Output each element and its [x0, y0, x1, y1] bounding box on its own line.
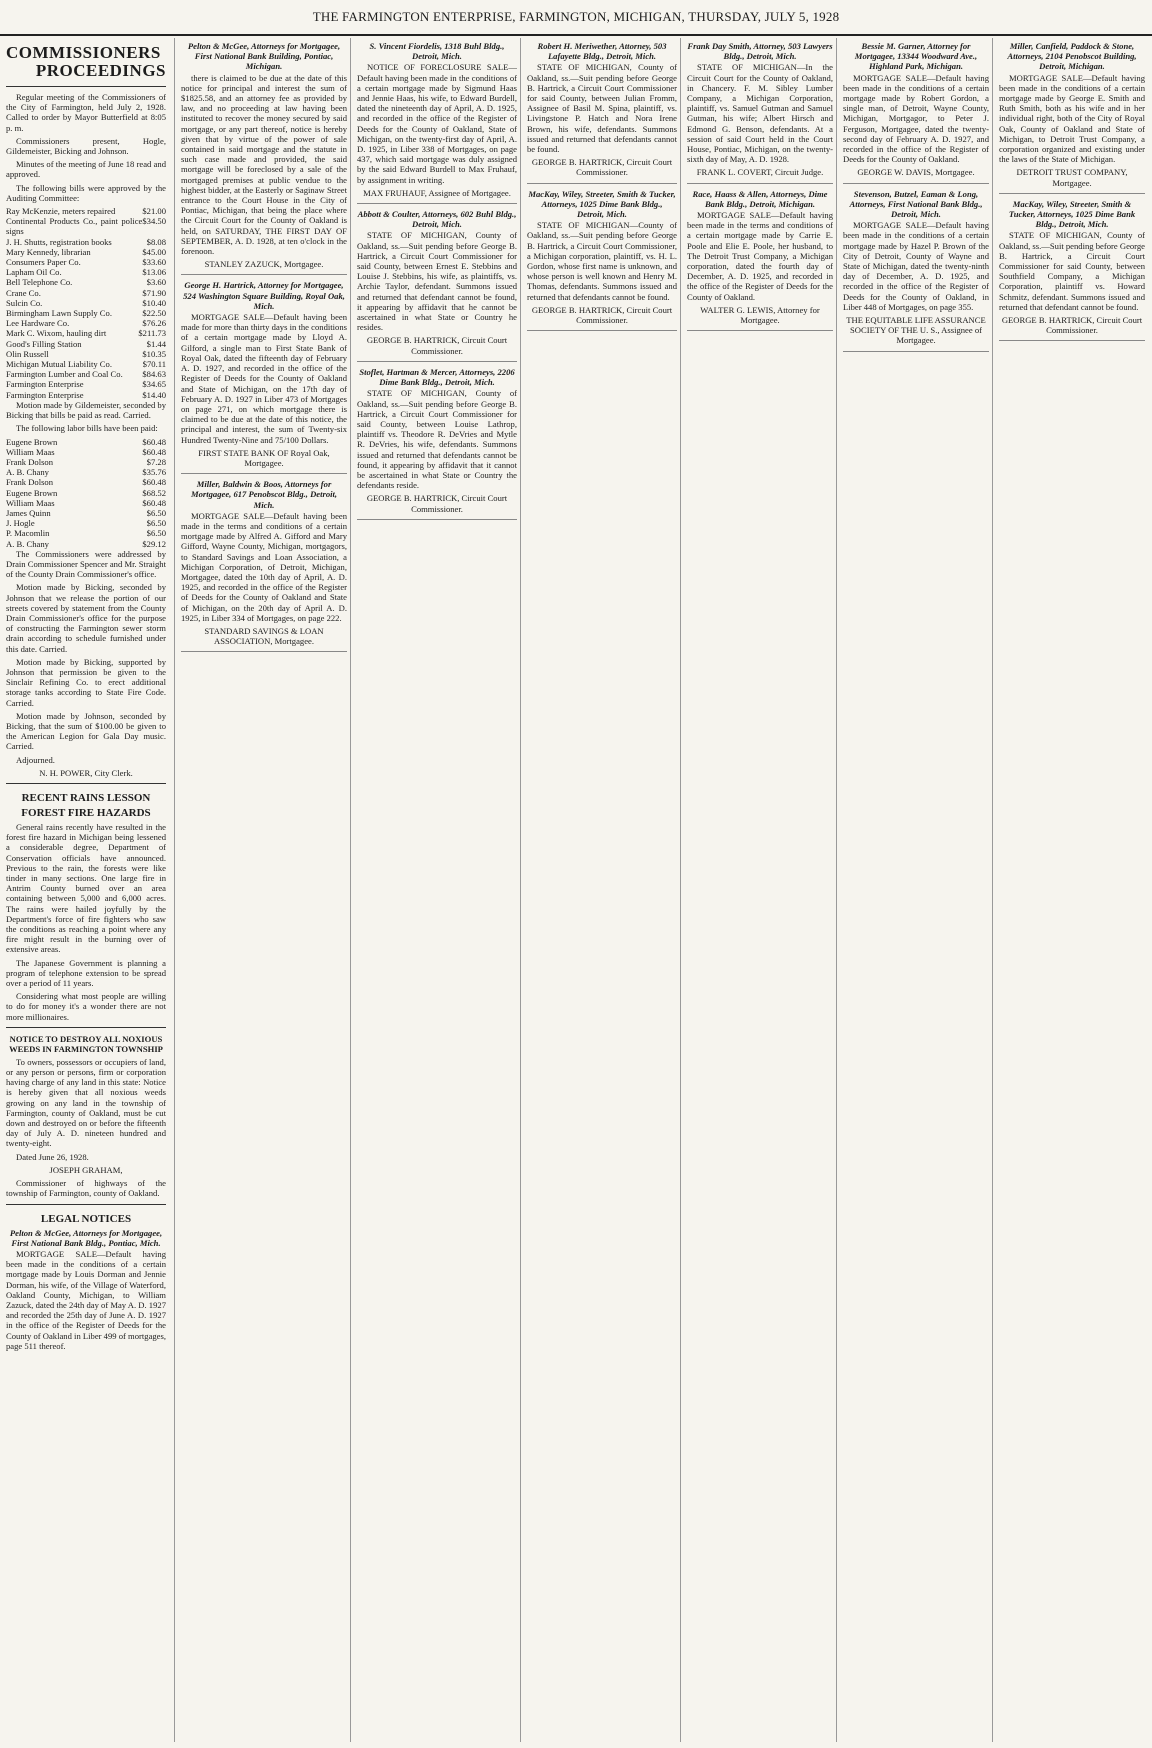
weeds-dated: Dated June 26, 1928. — [16, 1151, 89, 1162]
bill-name: Farmington Enterprise — [6, 389, 84, 400]
bill-name: Lee Hardware Co. — [6, 318, 70, 329]
bill-amount: $60.48 — [142, 497, 166, 508]
notice-attorney: Miller, Canfield, Paddock & Stone, Attorneys, 2104 Penobscot Building, Detroit, Michigan. — [1007, 41, 1137, 72]
divider — [527, 183, 677, 184]
divider — [843, 183, 989, 184]
bill-amount: $1.44 — [146, 338, 166, 349]
notice-signature: GEORGE B. HARTRICK, Circuit Court Commissioner. — [531, 157, 673, 178]
bill-name: Birmingham Lawn Supply Co. — [6, 308, 112, 319]
bill-amount: $13.06 — [142, 267, 166, 278]
notice-body: there is claimed to be due at the date of this notice for principal and interest the sum of $1825.58, and an attorney fee as provided by law, and no proceeding at law having been instituted to recover the money secured by said mortgage, or any part thereof, notice is hereby given that by virtue of the power of sale contained in said mortgage and the statute in such case made and provided, the said mortgage will be foreclosed by a sale of the mortgaged premises at public vendue to the highest bidder, at the Easterly or Saginaw Street entrance to the Court House in the City of Pontiac, Michigan, that being the place where the Circuit Court for the County of Oakland is held, on SATURDAY, THE FIRST DAY OF SEPTEMBER, A. D. 1928, at ten o'clock in the forenoon. — [181, 72, 347, 257]
column-4 — [520, 38, 677, 1742]
bill-name: William Maas — [6, 446, 55, 457]
notice-body: MORTGAGE SALE—Default having been made in the conditions of a certain mortgage made by Robert Gordon, a single man, of Detroit, Wayne County, Michigan, Mortgagor, to Peter J. Ferguson, Mortgagee, dated the twenty-second day of February A. D. 1927, and recorded in the office of the Register of Deeds for the County of Oakland. — [843, 72, 989, 165]
labor-intro: The following labor bills have been paid: — [16, 423, 158, 434]
bill-row — [6, 369, 166, 379]
notice-body: STATE OF MICHIGAN, County of Oakland, ss.—Suit pending before George B. Hartrick, a Circuit Court Commissioner for said County, between Louise Lathrop, plaintiff vs. Theodore R. DeVries and Mytle R. DeVries, his wife, defendants. Summons issued and returned that defendants cannot be found, it appearing by affidavit that it cannot be ascertained in what State or Country the defendants reside. — [357, 388, 517, 491]
divider — [6, 1027, 166, 1028]
notice-attorney: MacKay, Wiley, Streeter, Smith & Tucker, Attorneys, 1025 Dime Bank Bldg., Detroit, Mich. — [528, 188, 676, 220]
notice-attorney: Frank Day Smith, Attorney, 503 Lawyers Bldg., Detroit, Mich. — [687, 41, 833, 62]
japan-paragraph: The Japanese Government is planning a program of telephone extension to be spread over a period of 11 years. — [6, 957, 166, 989]
bill-row — [6, 477, 166, 487]
divider — [181, 274, 347, 275]
bill-amount: $211.73 — [138, 328, 166, 339]
notice-body: MORTGAGE SALE—Default having been made in the conditions of a certain mortgage made by Louis Dorman and Jennie Dorman, his wife, of the Village of Waterford, Oakland County, Michigan, to William Zazuck, dated the 24th day of May A. D. 1927 and recorded the 25th day of June A. D. 1927 in the office of the Register of Deeds for the County of Oakland in Liber 499 of mortgages, page 511 thereof. — [6, 1248, 166, 1351]
bill-name: Mark C. Wixom, hauling dirt — [6, 328, 107, 339]
divider — [6, 1204, 166, 1205]
bill-amount: $6.50 — [146, 507, 166, 518]
bill-name: Consumers Paper Co. — [6, 257, 81, 268]
commissioners-headline: COMMISSIONERS — [6, 43, 161, 62]
bill-row — [6, 437, 166, 447]
bill-name: Farmington Enterprise — [6, 379, 84, 390]
notice-body: STATE OF MICHIGAN, County of Oakland, ss.—Suit pending before George B. Hartrick, a Circuit Court Commissioner for said County, between Ernest E. Stebbins and Louise J. Stebbins, his wife, as plaintiffs, vs. Archie Taylor, defendant. Summons issued and returned that defendant cannot be found, it appearing by affidavit that he cannot be ascertained in what State or Country he resides. — [357, 230, 517, 333]
bill-amount: $68.52 — [142, 487, 166, 498]
rains-paragraph: General rains recently have resulted in the forest fire hazard in Michigan being lessened a considerable degree, Department of Conservation officials have announced. Previous to the rain, the forests were like tinder in many sections. One large fire in Antrim County burned over an area containing between 5,000 and 6,000 acres. The rains were hailed joyfully by the Department's force of fire fighters who saw the conditions as reaching a point where any fire might result in the burning over of extensive areas. — [6, 822, 166, 955]
bill-amount: $71.90 — [142, 287, 166, 298]
notice-signature: DETROIT TRUST COMPANY, Mortgagee. — [1016, 167, 1128, 188]
motion-paragraph: Motion made by Bicking, supported by Johnson that permission be given to the Sinclair Refining Co. to erect additional storage tanks according to State Fire Code. Carried. — [6, 656, 166, 708]
notice-attorney: MacKay, Wiley, Streeter, Smith & Tucker, Attorneys, 1025 Dime Bank Bldg., Detroit, Mich. — [1008, 198, 1136, 230]
notice-body: STATE OF MICHIGAN—County of Oakland, ss.—Suit pending before George B. Hartrick, a Circuit Court Commissioner, a Michigan corporation, plaintiff, vs. H. L. Gordon, whose first name is unknown, and whose person is well known and Henry M. Thomas, defendants. Summons issued and returned that defendants cannot be found. — [527, 220, 677, 302]
column-6 — [836, 38, 989, 1742]
notice-body: STATE OF MICHIGAN—In the Circuit Court for the County of Oakland, in Chancery. F. M. Sibley Lumber Company, a Michigan Corporation, plaintiff, vs. Samuel Gutman and Samuel Gutman, his wife; Albert Hirsch and Edmond G. Benson, defendants. At a session of said Court held in the Court House, Pontiac, Michigan, on the twenty-sixth day of May, A. D. 1928. — [687, 62, 833, 165]
columns — [6, 38, 1146, 1742]
bill-row — [6, 528, 166, 538]
bills-intro: The following bills were approved by the Auditing Committee: — [6, 182, 166, 203]
bill-row — [6, 518, 166, 528]
divider — [687, 183, 833, 184]
notice-attorney: Pelton & McGee, Attorneys for Mortgagee, First National Bank Building, Pontiac, Michigan. — [187, 41, 341, 72]
bill-row — [6, 216, 166, 236]
bill-name: Sulcin Co. — [6, 297, 43, 308]
divider — [181, 651, 347, 652]
masthead — [0, 0, 1152, 36]
legal-notices-headline: LEGAL NOTICES — [40, 1212, 132, 1225]
column-2 — [174, 38, 347, 1742]
bill-row — [6, 308, 166, 318]
notice-attorney: Miller, Baldwin & Boos, Attorneys for Mortgagee, 617 Penobscot Bldg., Detroit, Mich. — [190, 479, 338, 510]
bill-amount: $34.50 — [142, 216, 166, 227]
bill-row — [6, 349, 166, 359]
bill-name: Lapham Oil Co. — [6, 267, 62, 278]
notice-body: STATE OF MICHIGAN, County of Oakland, ss.—Suit pending before George B. Hartrick, a Circuit Court Commissioner for said County, between Julian Fromm, Assignee of Basil M. Spina, plaintiff, vs. Livingstone P. Hatch and Nora Irene Brown, his wife, defendants. Summons issued and returned that defendants cannot be found. — [527, 62, 677, 155]
notice-attorney: Pelton & McGee, Attorneys for Mortgagee, First National Bank Bldg., Pontiac, Mich. — [9, 1227, 163, 1248]
bill-amount: $6.50 — [146, 528, 166, 539]
bill-amount: $10.35 — [142, 348, 166, 359]
weeds-headline: NOTICE TO DESTROY ALL NOXIOUS WEEDS IN FARMINGTON TOWNSHIP — [9, 1033, 163, 1054]
bill-row — [6, 247, 166, 257]
weeds-body: To owners, possessors or occupiers of land, or any person or persons, firm or corporation having charge of any land in this state: Notice is hereby given that all noxious weeds growing on any land in the township of Farmington, county of Oakland, must be cut down and destroyed on or before the fifteenth day of July A. D. nineteen hundred and twenty-eight. — [6, 1056, 166, 1149]
motion-paragraph: Motion made by Bicking, seconded by Johnson that we release the portion of our streets covered by statement from the County Drain Commissioner's office for the purpose of constructing the Farmington sewer storm drain according to schedule furnished under this date. Carried. — [6, 582, 166, 654]
bill-name: Olin Russell — [6, 348, 49, 359]
bill-row — [6, 539, 166, 549]
bill-amount: $76.26 — [142, 318, 166, 329]
bill-row — [6, 457, 166, 467]
notice-attorney: Stevenson, Butzel, Eaman & Long, Attorneys, First National Bank Bldg., Detroit, Mich. — [849, 188, 983, 220]
notice-signature: GEORGE W. DAVIS, Mortgagee. — [857, 167, 975, 178]
bill-row — [6, 339, 166, 349]
notice-attorney: Abbott & Coulter, Attorneys, 602 Buhl Bldg., Detroit, Mich. — [357, 209, 517, 230]
minutes-paragraph: Minutes of the meeting of June 18 read and approved. — [6, 159, 166, 180]
bill-amount: $45.00 — [142, 246, 166, 257]
bill-amount: $60.48 — [142, 477, 166, 488]
bill-name: J. Hogle — [6, 518, 35, 529]
bill-name: Frank Dolson — [6, 477, 54, 488]
notice-attorney: Stoflet, Hartman & Mercer, Attorneys, 2206 Dime Bank Bldg., Detroit, Mich. — [359, 366, 515, 388]
bill-amount: $6.50 — [146, 518, 166, 529]
bill-amount: $10.40 — [142, 297, 166, 308]
notice-signature: STANDARD SAVINGS & LOAN ASSOCIATION, Mortgagee. — [204, 625, 324, 647]
adjourned-line: Adjourned. — [16, 754, 55, 765]
bill-row — [6, 498, 166, 508]
bill-amount: $70.11 — [142, 359, 166, 370]
divider — [357, 203, 517, 204]
bill-amount: $29.12 — [142, 538, 166, 549]
rains-subheadline: FOREST FIRE HAZARDS — [21, 807, 151, 819]
bill-row — [6, 447, 166, 457]
masthead-title: THE FARMINGTON ENTERPRISE, FARMINGTON, MICHIGAN, THURSDAY, JULY 5, 1928 — [312, 9, 840, 24]
bill-amount: $60.48 — [142, 436, 166, 447]
present-paragraph: Commissioners present, Hogle, Gildemeister, Bicking and Johnson. — [6, 135, 166, 157]
divider — [999, 193, 1145, 194]
bill-row — [6, 488, 166, 498]
bill-row — [6, 467, 166, 477]
divider — [999, 340, 1145, 341]
money-paragraph: Considering what most people are willing to do for money it's a wonder there are not more millionaires. — [6, 991, 166, 1022]
drain-paragraph: The Commissioners were addressed by Drain Commissioner Spencer and Mr. Straight of the County Drain Commissioner's office. — [6, 548, 166, 580]
notice-signature: GEORGE B. HARTRICK, Circuit Court Commissioner. — [531, 304, 673, 326]
notice-attorney: George H. Hartrick, Attorney for Mortgagee, 524 Washington Square Building, Royal Oak, Mich. — [183, 280, 345, 311]
bill-name: James Quinn — [6, 507, 51, 518]
intro-paragraph: Regular meeting of the Commissioners of the City of Farmington, held July 2, 1928. Called to order by Mayor Butterfield at 8:05 p. m. — [6, 92, 166, 133]
bill-amount: $22.50 — [142, 308, 166, 319]
bill-name: Michigan Mutual Liability Co. — [6, 359, 112, 370]
bill-name: Ray McKenzie, meters repaired — [6, 206, 116, 217]
bill-row — [6, 257, 166, 267]
bill-amount: $3.60 — [146, 277, 166, 288]
bill-name: Good's Filling Station — [6, 338, 82, 349]
bill-name: P. Macomlin — [6, 528, 50, 539]
notice-signature: FIRST STATE BANK OF Royal Oak, Mortgagee. — [198, 447, 330, 468]
bill-name: Eugene Brown — [6, 436, 58, 447]
notice-body: MORTGAGE SALE—Default having been made in the terms and conditions of a certain mortgage made by Carrie E. Poole and Elie E. Poole, her husband, to The Detroit Trust Company, a Michigan corporation, dated the fourth day of December, A. D. 1925, and recorded in the office of the Register of Deeds for the County of Oakland. — [687, 210, 833, 302]
bill-row — [6, 508, 166, 518]
bill-name: Frank Dolson — [6, 456, 54, 467]
notice-body: NOTICE OF FORECLOSURE SALE—Default having been made in the conditions of a certain mortgage made by Sigmund Haas and Jennie Haas, his wife, to Edward Burdell, dated the nineteenth day of April, A. D. 1925, and recorded in the office of the Register of Deeds for the County of Oakland, State of Michigan, on the twenty-first day of April, A. D. 1925, in Liber 338 of Mortgages, on page 437, which said mortgage was duly assigned by the said Edward Burdell to Max Fruhauf, by assignment in writing. — [357, 62, 517, 185]
divider — [527, 330, 677, 331]
bill-row — [6, 379, 166, 389]
column-1 — [6, 38, 166, 1742]
notice-attorney: S. Vincent Fiordelis, 1318 Buhl Bldg., Detroit, Mich. — [369, 41, 505, 62]
notice-signature: GEORGE B. HARTRICK, Circuit Court Commissioner. — [366, 335, 508, 356]
notice-body: MORTGAGE SALE—Default having been made in the conditions of a certain mortgage made by George E. Smith and Ruth Smith, both as his wife and in her individual right, both of the City of Royal Oak, County of Oakland and State of Michigan, to Detroit Trust Company, a corporation organized and existing under the laws of the State of Michigan. — [999, 72, 1145, 165]
bill-name: Mary Kennedy, librarian — [6, 246, 91, 257]
notice-signature: GEORGE B. HARTRICK, Circuit Court Commissioner. — [1001, 315, 1143, 336]
bill-row — [6, 390, 166, 400]
notice-signature: THE EQUITABLE LIFE ASSURANCE SOCIETY OF THE U. S., Assignee of Mortgagee. — [846, 315, 986, 346]
notice-attorney: Robert H. Meriwether, Attorney, 503 Lafayette Bldg., Detroit, Mich. — [537, 41, 667, 62]
notice-signature: WALTER G. LEWIS, Attorney for Mortgagee. — [700, 304, 820, 326]
divider — [6, 86, 166, 87]
column-7 — [992, 38, 1145, 1742]
clerk-signature: N. H. POWER, City Clerk. — [39, 767, 133, 778]
weeds-signature: JOSEPH GRAHAM, — [49, 1164, 123, 1175]
notice-body: MORTGAGE SALE—Default having been made in the terms and conditions of a certain mortgage made by Alfred A. Gifford and Mary Gifford, Wayne County, Michigan, mortgagors, to Standard Savings and Loan Association, a Michigan Corporation, of Detroit, Michigan, Mortgagee, dated the 10th day of April, A. D. 1925, and recorded in the office of the Register of Deeds for the County of Oakland and State of Michigan, on the 20th day of April A. D. 1925, in Liber 334 of Mortgages, on page 222. — [181, 510, 347, 623]
notice-signature: MAX FRUHAUF, Assignee of Mortgagee. — [363, 187, 511, 198]
labor-list — [6, 437, 166, 549]
bill-name: Farmington Lumber and Coal Co. — [6, 369, 123, 380]
divider — [843, 351, 989, 352]
divider — [181, 473, 347, 474]
notice-signature: GEORGE B. HARTRICK, Circuit Court Commissioner. — [366, 493, 508, 514]
motion-paragraph: Motion made by Gildemeister, seconded by Bicking that bills be paid as read. Carried. — [6, 399, 166, 421]
bill-row — [6, 206, 166, 216]
notice-body: STATE OF MICHIGAN, County of Oakland, ss.—Suit pending before George B. Hartrick, a Circuit Court Commissioner for said County, between Southfield Company, a Michigan Corporation, plaintiff vs. Howard Schmitz, defendant. Summons issued and returned that defendant cannot be found. — [999, 230, 1145, 312]
notice-body: MORTGAGE SALE—Default having been made for more than thirty days in the conditions of a certain mortgage made by Lloyd A. Gilford, a single man to First State Bank of Royal Oak, dated the fifteenth day of February A. D. 1927, and recorded in the office of the Register of Deeds for the County of Oakland and State of Michigan, on the 17th day of February A. D. 1927 in Liber 473 of Mortgages on page 271, on which mortgage there is claimed to be due at the date of this notice, the principal and interest, the sum of Twenty-six Hundred Twenty-Nine and 75/100 Dollars. — [181, 312, 347, 445]
bill-amount: $84.63 — [142, 369, 166, 380]
bill-row — [6, 298, 166, 308]
bill-row — [6, 267, 166, 277]
bill-amount: $35.76 — [142, 467, 166, 478]
rains-headline: RECENT RAINS LESSON — [21, 792, 151, 804]
bill-amount: $21.00 — [142, 206, 166, 217]
bill-row — [6, 318, 166, 328]
bill-amount: $7.28 — [146, 456, 166, 467]
bill-amount: $60.48 — [142, 446, 166, 457]
notice-attorney: Bessie M. Garner, Attorney for Mortgagee, 13344 Woodward Ave., Highland Park, Michigan. — [854, 41, 978, 72]
column-5 — [680, 38, 833, 1742]
bill-name: J. H. Shutts, registration books — [6, 236, 112, 247]
bill-name: A. B. Chany — [6, 467, 49, 478]
motion-paragraph: Motion made by Johnson, seconded by Bicking, that the sum of $100.00 be given to the American Legion for Gala Day music. Carried. — [6, 710, 166, 752]
bill-amount: $8.08 — [146, 236, 166, 247]
notice-signature: FRANK L. COVERT, Circuit Judge. — [696, 167, 824, 178]
bill-name: Eugene Brown — [6, 487, 58, 498]
bill-row — [6, 328, 166, 338]
bill-name: Continental Products Co., paint police signs — [6, 216, 143, 237]
notice-attorney: Race, Haass & Allen, Attorneys, Dime Bank Bldg., Detroit, Michigan. — [692, 188, 828, 209]
column-3 — [350, 38, 517, 1742]
divider — [687, 330, 833, 331]
notice-signature: STANLEY ZAZUCK, Mortgagee. — [204, 259, 324, 270]
bill-name: A. B. Chany — [6, 538, 49, 549]
bill-row — [6, 288, 166, 298]
bills-list — [6, 206, 166, 400]
bill-name: Crane Co. — [6, 287, 41, 298]
bill-amount: $14.40 — [142, 389, 166, 400]
bill-row — [6, 277, 166, 287]
proceedings-headline: PROCEEDINGS — [35, 61, 166, 80]
notice-body: MORTGAGE SALE—Default having been made in the conditions of a certain mortgage made by Hazel P. Brown of the City of Detroit, County of Wayne and State of Michigan, dated the twenty-ninth day of December, A. D. 1925, and recorded in the office of the Register of Deeds for the County of Oakland, in Liber 448 of Mortgages, on page 355. — [843, 220, 989, 312]
bill-amount: $33.60 — [142, 257, 166, 268]
divider — [6, 783, 166, 784]
weeds-signature-title: Commissioner of highways of the township of Farmington, county of Oakland. — [6, 1178, 166, 1199]
divider — [357, 361, 517, 362]
bill-row — [6, 359, 166, 369]
bill-name: William Maas — [6, 497, 55, 508]
bill-amount: $34.65 — [142, 379, 166, 390]
bill-name: Bell Telephone Co. — [6, 277, 73, 288]
divider — [357, 519, 517, 520]
bill-row — [6, 237, 166, 247]
